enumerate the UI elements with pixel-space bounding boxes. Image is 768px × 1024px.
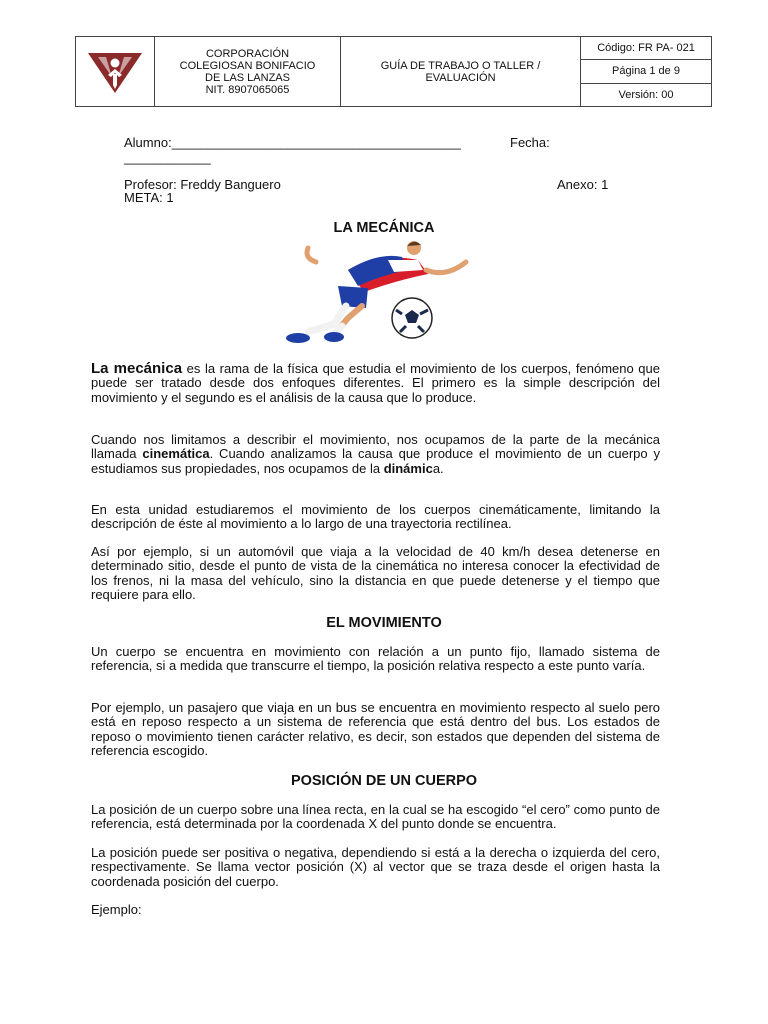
corporation-info	[155, 37, 341, 106]
paragraph-1-text: es la rama de la física que estudia el movimiento de los cuerpos, fenómeno que puede ser tratado desde dos enfoques diferentes. El primero es la simple descripción del movimiento y el segundo es el análisis de la causa que lo produce.	[91, 361, 660, 405]
section-title-movimiento: EL MOVIMIENTO	[326, 615, 442, 631]
anexo-line: Anexo: 1	[557, 177, 609, 192]
document-title	[341, 37, 581, 106]
paragraph-mecanica-definition	[91, 362, 660, 405]
corp-line-1: CORPORACIÓN	[205, 47, 290, 60]
paragraph-cinematica-dinamica	[91, 433, 660, 476]
paragraph-2-text-a: Cuando nos limitamos a describir el movimiento, nos ocupamos de la parte de la mecánica llamada	[91, 432, 660, 462]
term-la-mecanica: La mecánica	[91, 360, 183, 377]
meta-line: META: 1	[124, 190, 174, 205]
pagina-cell: Página 1 de 9	[581, 60, 711, 83]
codigo-cell: Código: FR PA- 021	[581, 37, 711, 60]
paragraph-movimiento-definition: Un cuerpo se encuentra en movimiento con relación a un punto fijo, llamado sistema de referencia, si a medida que transcurre el tiempo, la posición relativa respecto a este punto varía.	[91, 644, 660, 674]
paragraph-2-text-e: a.	[432, 460, 444, 476]
title-line-2: EVALUACIÓN	[425, 71, 496, 84]
document-meta	[581, 37, 711, 106]
corp-line-2: COLEGIOSAN BONIFACIO	[179, 59, 316, 72]
ejemplo-label: Ejemplo:	[91, 902, 142, 917]
corp-line-3: DE LAS LANZAS	[205, 71, 290, 84]
paragraph-bus-example: Por ejemplo, un pasajero que viaja en un bus se encuentra en movimiento respecto al suelo pero está en reposo respecto a un sistema de referencia que está dentro del bus. Los estados de reposo o movimiento tienen carácter relativo, es decir, son estados que dependen del sistema de referencia escogido.	[91, 700, 660, 759]
school-logo	[76, 37, 155, 106]
paragraph-automovil-example: Así por ejemplo, si un automóvil que viaja a la velocidad de 40 km/h desea detenerse en determinado sitio, desde el punto de vista de la cinemática no interesa conocer la efectividad de los frenos, ni la masa del vehículo, sino la distancia en que puede detenerse y el tiempo que requiere para ello.	[91, 544, 660, 603]
fecha-blank: ____________	[124, 150, 211, 165]
profesor-line: Profesor: Freddy Banguero	[124, 177, 281, 192]
term-dinamica: dinámic	[383, 460, 433, 476]
term-cinematica: cinemática	[142, 446, 210, 462]
section-title-posicion: POSICIÓN DE UN CUERPO	[290, 773, 478, 789]
alumno-field: Alumno:________________________________________	[124, 135, 461, 150]
paragraph-vector-posicion: La posición puede ser positiva o negativa, dependiendo si está a la derecha o izquierda del cero, respectivamente. Se llama vector posición (X) al vector que se traza desde el origen hasta la coordenada posición del cuerpo.	[91, 845, 660, 889]
title-line-1: GUÍA DE TRABAJO O TALLER /	[380, 59, 541, 72]
paragraph-2-text-c: . Cuando analizamos la causa que produce el movimiento de un cuerpo y estudiamos sus propiedades, nos ocupamos de la	[91, 446, 660, 476]
fecha-label: Fecha:	[510, 135, 550, 150]
school-logo-icon	[84, 47, 146, 97]
paragraph-posicion-definition: La posición de un cuerpo sobre una línea recta, en la cual se ha escogido “el cero” como punto de referencia, está determinada por la coordenada X del punto donde se encuentra.	[91, 802, 660, 832]
paragraph-unidad: En esta unidad estudiaremos el movimiento de los cuerpos cinemáticamente, limitando la descripción de éste al movimiento a lo largo de una trayectoria rectilínea.	[91, 502, 660, 532]
version-cell: Versión: 00	[618, 88, 674, 101]
document-header	[75, 36, 712, 107]
corp-line-4: NIT. 8907065065	[205, 83, 290, 96]
section-title-mecanica: LA MECÁNICA	[333, 220, 435, 236]
soccer-player-illustration	[268, 240, 478, 348]
